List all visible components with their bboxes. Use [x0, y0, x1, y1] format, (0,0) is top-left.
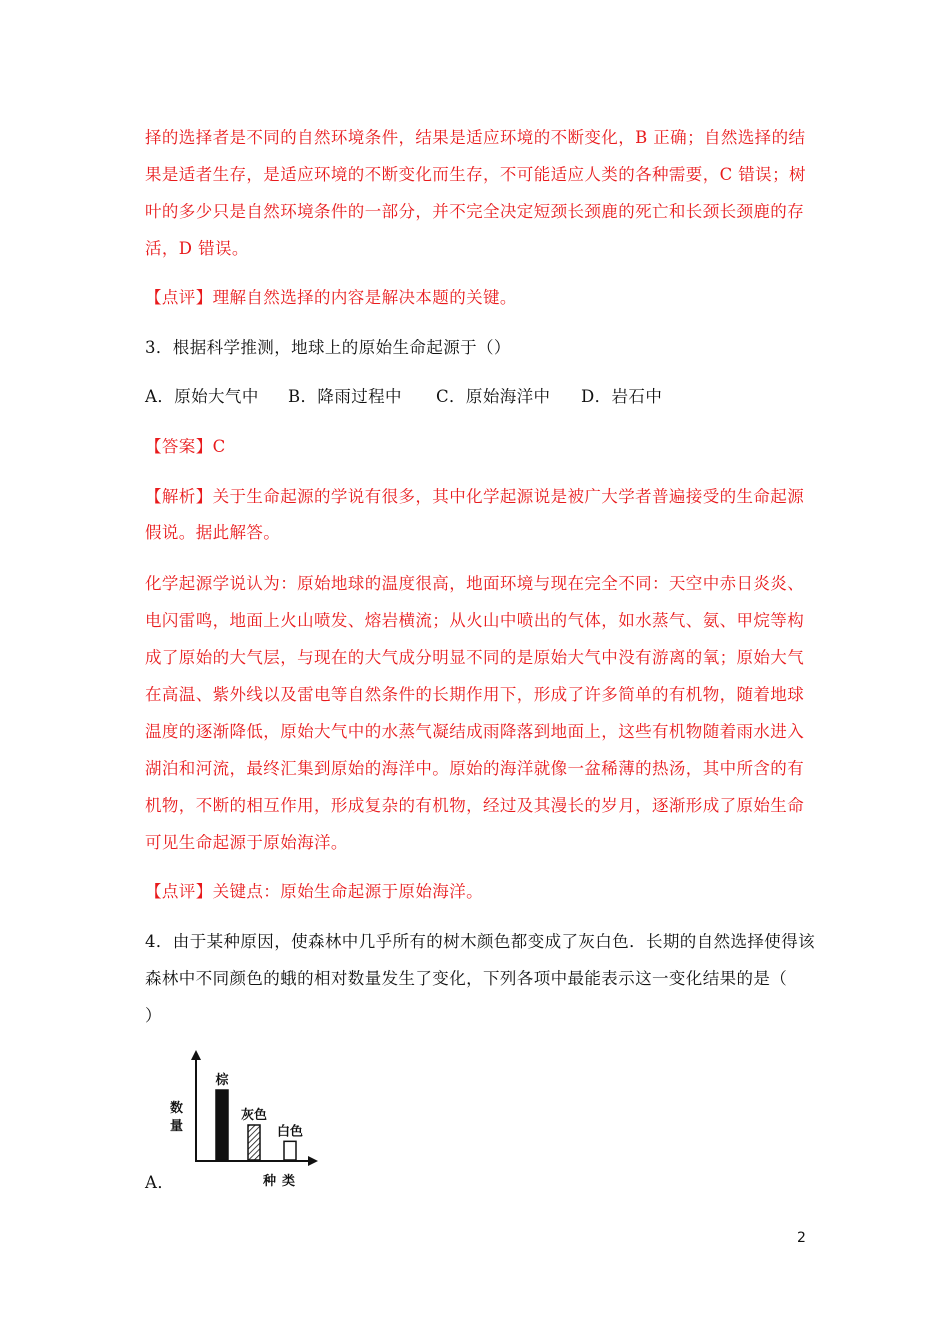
explanation-line-3: 叶的多少只是自然环境条件的一部分，并不完全决定短颈长颈鹿的死亡和长颈长颈鹿的存: [145, 202, 805, 221]
q3-option-d: D．岩石中: [581, 387, 663, 406]
q3-detail-line-5: 温度的逐渐降低，原始大气中的水蒸气凝结成雨降落到地面上，这些有机物随着雨水进入: [145, 722, 805, 741]
q3-analysis-line-1: 【解析】关于生命起源的学说有很多，其中化学起源说是被广大学者普遍接受的生命起源: [145, 487, 805, 506]
comment-q2: 【点评】理解自然选择的内容是解决本题的关键。: [145, 288, 517, 307]
q3-detail-line-2: 电闪雷鸣，地面上火山喷发、熔岩横流；从火山中喷出的气体，如水蒸气、氨、甲烷等构: [145, 611, 805, 630]
q4-stem-line-3: ）: [145, 1006, 162, 1025]
q3-detail-line-1: 化学起源学说认为：原始地球的温度很高，地面环境与现在完全不同：天空中赤日炎炎、: [145, 574, 805, 593]
page-number: 2: [797, 1230, 806, 1246]
q4-option-a-label: A．: [145, 1173, 175, 1192]
y-axis-label-char-2: 量: [170, 1119, 184, 1134]
y-axis-label-char-1: 数: [170, 1101, 184, 1116]
bar-label-3: 白色: [276, 1124, 304, 1140]
explanation-line-4: 活，D 错误。: [145, 239, 249, 258]
q3-answer: 【答案】C: [145, 437, 226, 456]
bar-label-2: 灰色: [240, 1108, 268, 1123]
q3-stem: 3．根据科学推测，地球上的原始生命起源于（）: [145, 338, 511, 357]
explanation-line-1: 择的选择者是不同的自然环境条件，结果是适应环境的不断变化，B 正确；自然选择的结: [145, 128, 806, 147]
option-a-bar-chart: [160, 1050, 340, 1190]
bar-label-1: 棕: [215, 1073, 229, 1088]
q3-comment: 【点评】关键点：原始生命起源于原始海洋。: [145, 882, 483, 901]
q3-option-c: C．原始海洋中: [436, 387, 551, 406]
q3-detail-line-6: 湖泊和河流，最终汇集到原始的海洋中。原始的海洋就像一盆稀薄的热汤，其中所含的有: [145, 759, 805, 778]
q4-stem-line-1: 4．由于某种原因，使森林中几乎所有的树木颜色都变成了灰白色．长期的自然选择使得该: [145, 932, 815, 951]
q3-option-b: B．降雨过程中: [288, 387, 402, 406]
q3-option-a: A．原始大气中: [145, 387, 259, 406]
x-axis-arrow: [308, 1156, 318, 1166]
bar-2: [248, 1125, 260, 1160]
q3-detail-line-7: 机物，不断的相互作用，形成复杂的有机物，经过及其漫长的岁月，逐渐形成了原始生命: [145, 796, 805, 815]
explanation-line-2: 果是适者生存，是适应环境的不断变化而生存，不可能适应人类的各种需要，C 错误；树: [145, 165, 806, 184]
q3-detail-line-4: 在高温、紫外线以及雷电等自然条件的长期作用下，形成了许多简单的有机物，随着地球: [145, 685, 805, 704]
q4-stem-line-2: 森林中不同颜色的蛾的相对数量发生了变化，下列各项中最能表示这一变化结果的是（: [145, 969, 788, 988]
q3-options: [145, 386, 745, 408]
bar-3: [284, 1141, 296, 1160]
q3-analysis-line-2: 假说。据此解答。: [145, 523, 281, 542]
x-axis-label: 种类: [263, 1174, 302, 1189]
q3-detail-line-3: 成了原始的大气层，与现在的大气成分明显不同的是原始大气中没有游离的氧；原始大气: [145, 648, 805, 667]
bar-1: [216, 1090, 228, 1160]
q3-detail-line-8: 可见生命起源于原始海洋。: [145, 833, 348, 852]
y-axis-arrow: [191, 1050, 201, 1060]
